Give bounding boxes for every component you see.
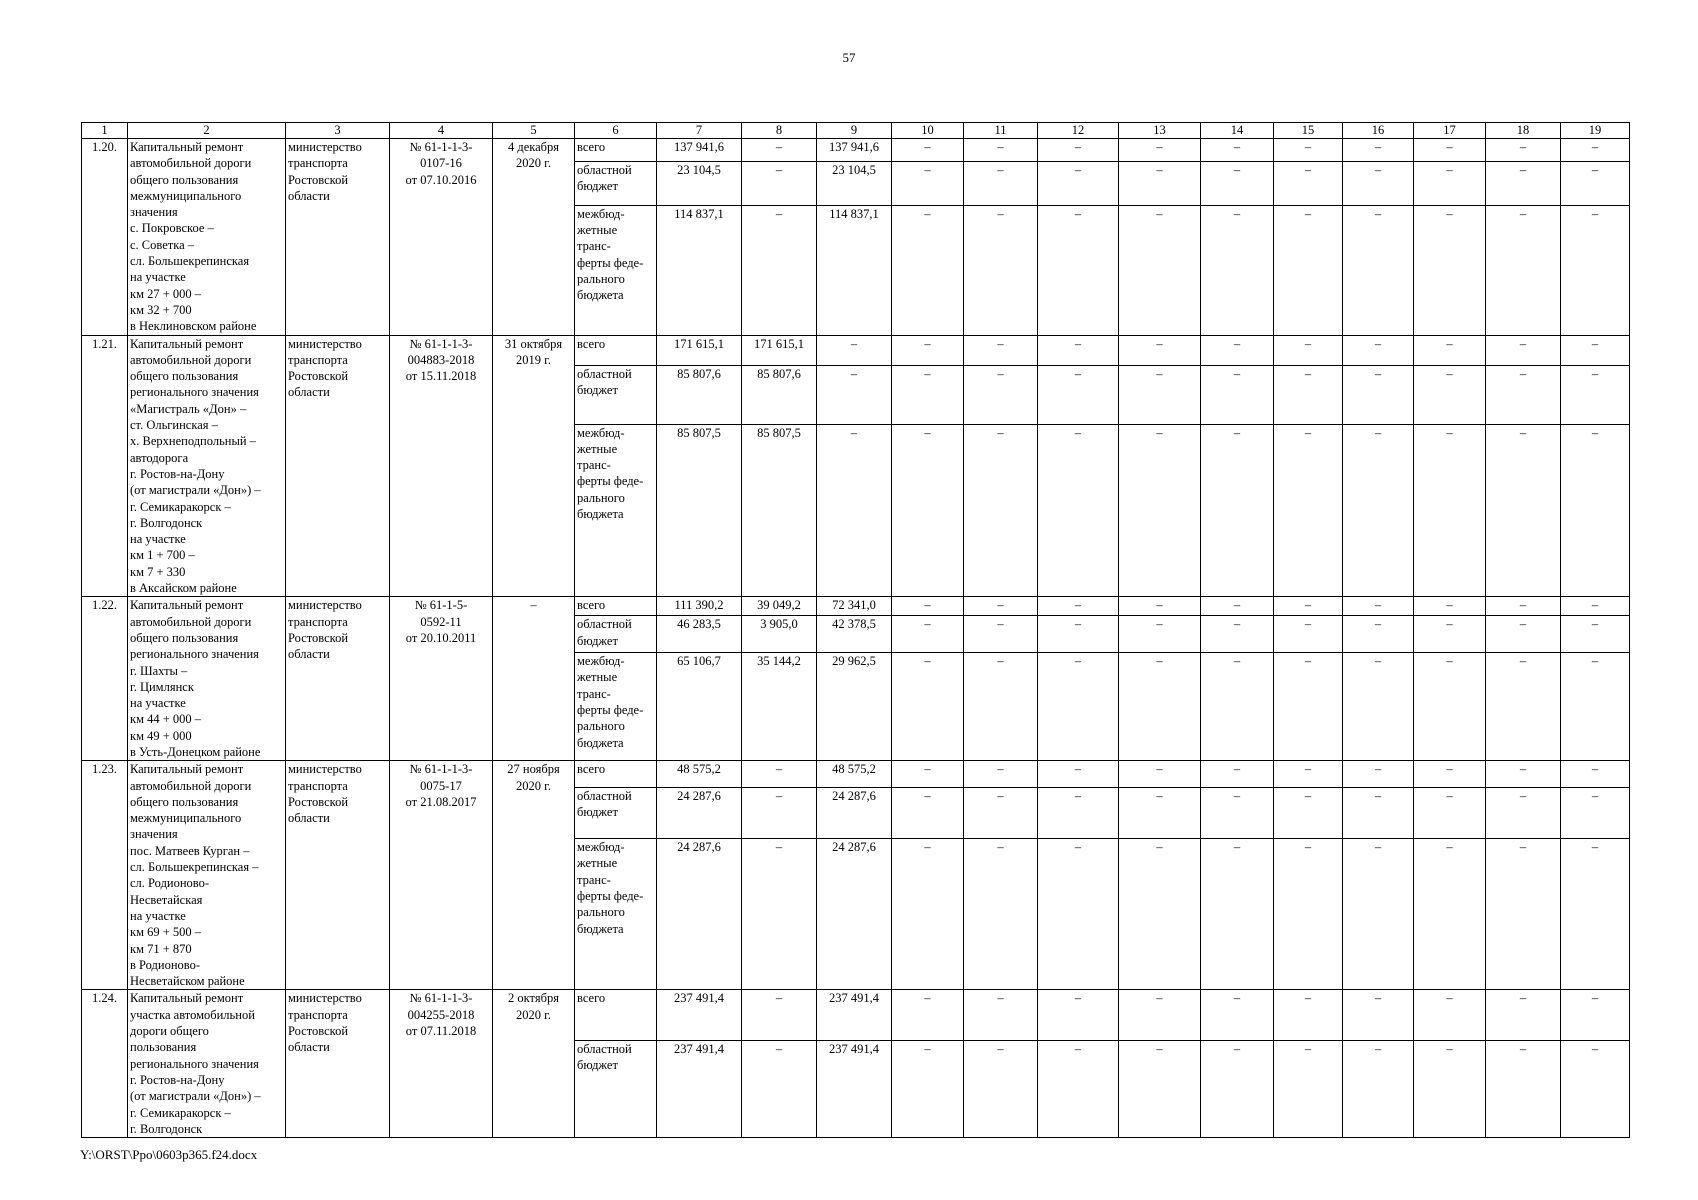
value-cell-col-15: – <box>1274 424 1343 597</box>
value-cell-col-8: 39 049,2 <box>742 597 817 616</box>
value-cell-col-10: – <box>892 161 964 205</box>
value-cell-col-9: 237 491,4 <box>817 990 892 1040</box>
column-header-5: 5 <box>493 123 575 139</box>
entry-executor: министерство транспорта Ростовской области <box>286 597 390 761</box>
value-cell-col-14: – <box>1201 839 1274 990</box>
value-cell-col-7: 137 941,6 <box>657 139 742 162</box>
value-cell-col-9: 42 378,5 <box>817 616 892 653</box>
value-cell-col-12: – <box>1038 839 1119 990</box>
funding-source: областной бюджет <box>575 161 657 205</box>
entry-date: – <box>493 597 575 761</box>
column-header-11: 11 <box>964 123 1038 139</box>
value-cell-col-7: 85 807,5 <box>657 424 742 597</box>
value-cell-col-8: – <box>742 205 817 335</box>
column-header-13: 13 <box>1119 123 1201 139</box>
value-cell-col-16: – <box>1343 597 1414 616</box>
value-cell-col-14: – <box>1201 990 1274 1040</box>
table-row <box>82 990 1630 1040</box>
column-header-19: 19 <box>1561 123 1630 139</box>
value-cell-col-7: 24 287,6 <box>657 787 742 838</box>
value-cell-col-13: – <box>1119 616 1201 653</box>
value-cell-col-16: – <box>1343 205 1414 335</box>
entry-name: Капитальный ремонт автомобильной дороги общего пользования регионального значения г. Шахты – г. Цимлянск на участке км 44 + 000 – км 49 + 000 в Усть-Донецком районе <box>128 597 286 761</box>
value-cell-col-17: – <box>1414 1040 1486 1137</box>
value-cell-col-13: – <box>1119 161 1201 205</box>
value-cell-col-10: – <box>892 1040 964 1137</box>
value-cell-col-16: – <box>1343 365 1414 424</box>
value-cell-col-7: 46 283,5 <box>657 616 742 653</box>
value-cell-col-17: – <box>1414 205 1486 335</box>
value-cell-col-11: – <box>964 139 1038 162</box>
value-cell-col-8: 171 615,1 <box>742 335 817 365</box>
value-cell-col-18: – <box>1486 787 1561 838</box>
value-cell-col-14: – <box>1201 365 1274 424</box>
value-cell-col-8: – <box>742 787 817 838</box>
value-cell-col-11: – <box>964 424 1038 597</box>
value-cell-col-15: – <box>1274 990 1343 1040</box>
value-cell-col-10: – <box>892 787 964 838</box>
value-cell-col-19: – <box>1561 365 1630 424</box>
value-cell-col-9: 23 104,5 <box>817 161 892 205</box>
value-cell-col-18: – <box>1486 839 1561 990</box>
value-cell-col-11: – <box>964 653 1038 761</box>
value-cell-col-10: – <box>892 990 964 1040</box>
value-cell-col-17: – <box>1414 787 1486 838</box>
value-cell-col-13: – <box>1119 139 1201 162</box>
value-cell-col-18: – <box>1486 139 1561 162</box>
value-cell-col-19: – <box>1561 335 1630 365</box>
value-cell-col-18: – <box>1486 1040 1561 1137</box>
funding-source: областной бюджет <box>575 787 657 838</box>
value-cell-col-14: – <box>1201 1040 1274 1137</box>
entry-document: № 61-1-1-3- 004255-2018 от 07.11.2018 <box>390 990 493 1138</box>
funding-source: всего <box>575 597 657 616</box>
value-cell-col-18: – <box>1486 365 1561 424</box>
value-cell-col-14: – <box>1201 161 1274 205</box>
value-cell-col-8: 85 807,5 <box>742 424 817 597</box>
value-cell-col-12: – <box>1038 161 1119 205</box>
value-cell-col-10: – <box>892 653 964 761</box>
value-cell-col-14: – <box>1201 616 1274 653</box>
value-cell-col-8: – <box>742 990 817 1040</box>
table-row <box>82 597 1630 616</box>
table-row <box>82 761 1630 787</box>
value-cell-col-10: – <box>892 139 964 162</box>
value-cell-col-13: – <box>1119 597 1201 616</box>
value-cell-col-15: – <box>1274 839 1343 990</box>
value-cell-col-18: – <box>1486 616 1561 653</box>
value-cell-col-17: – <box>1414 616 1486 653</box>
table-row <box>82 335 1630 365</box>
value-cell-col-12: – <box>1038 365 1119 424</box>
value-cell-col-12: – <box>1038 761 1119 787</box>
value-cell-col-19: – <box>1561 161 1630 205</box>
value-cell-col-11: – <box>964 597 1038 616</box>
value-cell-col-18: – <box>1486 761 1561 787</box>
value-cell-col-17: – <box>1414 990 1486 1040</box>
funding-source: всего <box>575 761 657 787</box>
entry-executor: министерство транспорта Ростовской области <box>286 761 390 990</box>
value-cell-col-9: – <box>817 335 892 365</box>
value-cell-col-11: – <box>964 990 1038 1040</box>
entry-date: 2 октября 2020 г. <box>493 990 575 1138</box>
value-cell-col-11: – <box>964 761 1038 787</box>
value-cell-col-7: 23 104,5 <box>657 161 742 205</box>
value-cell-col-13: – <box>1119 653 1201 761</box>
value-cell-col-19: – <box>1561 653 1630 761</box>
value-cell-col-12: – <box>1038 335 1119 365</box>
value-cell-col-18: – <box>1486 161 1561 205</box>
value-cell-col-7: 24 287,6 <box>657 839 742 990</box>
column-header-6: 6 <box>575 123 657 139</box>
value-cell-col-18: – <box>1486 653 1561 761</box>
value-cell-col-14: – <box>1201 653 1274 761</box>
value-cell-col-12: – <box>1038 653 1119 761</box>
value-cell-col-12: – <box>1038 424 1119 597</box>
column-header-7: 7 <box>657 123 742 139</box>
value-cell-col-9: 137 941,6 <box>817 139 892 162</box>
entry-date: 31 октября 2019 г. <box>493 335 575 597</box>
value-cell-col-9: – <box>817 365 892 424</box>
value-cell-col-13: – <box>1119 1040 1201 1137</box>
value-cell-col-15: – <box>1274 787 1343 838</box>
value-cell-col-7: 111 390,2 <box>657 597 742 616</box>
value-cell-col-14: – <box>1201 205 1274 335</box>
column-header-10: 10 <box>892 123 964 139</box>
value-cell-col-16: – <box>1343 616 1414 653</box>
value-cell-col-12: – <box>1038 990 1119 1040</box>
value-cell-col-18: – <box>1486 990 1561 1040</box>
entry-number: 1.22. <box>82 597 128 761</box>
value-cell-col-19: – <box>1561 761 1630 787</box>
value-cell-col-15: – <box>1274 335 1343 365</box>
value-cell-col-7: 114 837,1 <box>657 205 742 335</box>
column-header-18: 18 <box>1486 123 1561 139</box>
value-cell-col-11: – <box>964 787 1038 838</box>
value-cell-col-16: – <box>1343 161 1414 205</box>
column-header-14: 14 <box>1201 123 1274 139</box>
entry-date: 27 ноября 2020 г. <box>493 761 575 990</box>
value-cell-col-14: – <box>1201 787 1274 838</box>
value-cell-col-19: – <box>1561 1040 1630 1137</box>
value-cell-col-8: – <box>742 139 817 162</box>
value-cell-col-16: – <box>1343 139 1414 162</box>
value-cell-col-18: – <box>1486 205 1561 335</box>
value-cell-col-7: 237 491,4 <box>657 1040 742 1137</box>
value-cell-col-15: – <box>1274 761 1343 787</box>
value-cell-col-11: – <box>964 161 1038 205</box>
value-cell-col-11: – <box>964 365 1038 424</box>
value-cell-col-7: 171 615,1 <box>657 335 742 365</box>
entry-number: 1.21. <box>82 335 128 597</box>
funding-source: межбюд- жетные транс- ферты феде- рального бюджета <box>575 653 657 761</box>
entry-name: Капитальный ремонт автомобильной дороги общего пользования межмуниципального значения пос. Матвеев Курган – сл. Большекрепинская – сл. Родионово- Несветайская на участке км 69 + 500 – км 71 + 870 в Родионово- Несветайском районе <box>128 761 286 990</box>
funding-source: областной бюджет <box>575 616 657 653</box>
value-cell-col-17: – <box>1414 424 1486 597</box>
value-cell-col-14: – <box>1201 139 1274 162</box>
entry-name: Капитальный ремонт автомобильной дороги общего пользования межмуниципального значения с. Покровское – с. Советка – сл. Большекрепинская на участке км 27 + 000 – км 32 + 700 в Неклиновском районе <box>128 139 286 336</box>
value-cell-col-11: – <box>964 1040 1038 1137</box>
value-cell-col-8: – <box>742 1040 817 1137</box>
value-cell-col-9: 24 287,6 <box>817 787 892 838</box>
value-cell-col-19: – <box>1561 424 1630 597</box>
value-cell-col-15: – <box>1274 205 1343 335</box>
value-cell-col-8: 3 905,0 <box>742 616 817 653</box>
value-cell-col-18: – <box>1486 597 1561 616</box>
value-cell-col-14: – <box>1201 335 1274 365</box>
column-header-12: 12 <box>1038 123 1119 139</box>
value-cell-col-13: – <box>1119 761 1201 787</box>
value-cell-col-8: 85 807,6 <box>742 365 817 424</box>
value-cell-col-13: – <box>1119 424 1201 597</box>
column-header-16: 16 <box>1343 123 1414 139</box>
entry-number: 1.23. <box>82 761 128 990</box>
value-cell-col-19: – <box>1561 597 1630 616</box>
entry-executor: министерство транспорта Ростовской области <box>286 990 390 1138</box>
entry-document: № 61-1-1-3- 0107-16 от 07.10.2016 <box>390 139 493 336</box>
value-cell-col-10: – <box>892 597 964 616</box>
value-cell-col-19: – <box>1561 787 1630 838</box>
value-cell-col-14: – <box>1201 761 1274 787</box>
value-cell-col-11: – <box>964 205 1038 335</box>
column-number-header-row <box>82 123 1630 139</box>
value-cell-col-7: 85 807,6 <box>657 365 742 424</box>
value-cell-col-19: – <box>1561 139 1630 162</box>
value-cell-col-9: 29 962,5 <box>817 653 892 761</box>
value-cell-col-8: – <box>742 761 817 787</box>
value-cell-col-11: – <box>964 839 1038 990</box>
value-cell-col-12: – <box>1038 616 1119 653</box>
value-cell-col-11: – <box>964 335 1038 365</box>
value-cell-col-13: – <box>1119 787 1201 838</box>
value-cell-col-8: – <box>742 839 817 990</box>
value-cell-col-14: – <box>1201 597 1274 616</box>
value-cell-col-13: – <box>1119 365 1201 424</box>
value-cell-col-12: – <box>1038 597 1119 616</box>
value-cell-col-19: – <box>1561 990 1630 1040</box>
value-cell-col-15: – <box>1274 139 1343 162</box>
value-cell-col-8: 35 144,2 <box>742 653 817 761</box>
value-cell-col-15: – <box>1274 616 1343 653</box>
value-cell-col-16: – <box>1343 839 1414 990</box>
value-cell-col-19: – <box>1561 205 1630 335</box>
value-cell-col-17: – <box>1414 839 1486 990</box>
entry-executor: министерство транспорта Ростовской области <box>286 139 390 336</box>
funding-source: областной бюджет <box>575 365 657 424</box>
value-cell-col-13: – <box>1119 839 1201 990</box>
entry-document: № 61-1-1-3- 0075-17 от 21.08.2017 <box>390 761 493 990</box>
value-cell-col-17: – <box>1414 365 1486 424</box>
value-cell-col-16: – <box>1343 787 1414 838</box>
value-cell-col-10: – <box>892 335 964 365</box>
value-cell-col-9: 24 287,6 <box>817 839 892 990</box>
column-header-1: 1 <box>82 123 128 139</box>
footer-file-path: Y:\ORST\Ppo\0603p365.f24.docx <box>80 1147 258 1162</box>
value-cell-col-11: – <box>964 616 1038 653</box>
value-cell-col-7: 65 106,7 <box>657 653 742 761</box>
value-cell-col-15: – <box>1274 365 1343 424</box>
column-header-2: 2 <box>128 123 286 139</box>
value-cell-col-10: – <box>892 616 964 653</box>
funding-source: всего <box>575 990 657 1040</box>
value-cell-col-16: – <box>1343 653 1414 761</box>
value-cell-col-13: – <box>1119 335 1201 365</box>
column-header-17: 17 <box>1414 123 1486 139</box>
value-cell-col-16: – <box>1343 424 1414 597</box>
value-cell-col-14: – <box>1201 424 1274 597</box>
value-cell-col-16: – <box>1343 990 1414 1040</box>
value-cell-col-16: – <box>1343 761 1414 787</box>
value-cell-col-9: 237 491,4 <box>817 1040 892 1137</box>
column-header-9: 9 <box>817 123 892 139</box>
program-table <box>81 122 1630 1138</box>
value-cell-col-19: – <box>1561 616 1630 653</box>
value-cell-col-16: – <box>1343 335 1414 365</box>
entry-number: 1.24. <box>82 990 128 1138</box>
funding-source: межбюд- жетные транс- ферты феде- рального бюджета <box>575 205 657 335</box>
value-cell-col-12: – <box>1038 205 1119 335</box>
column-header-4: 4 <box>390 123 493 139</box>
entry-name: Капитальный ремонт автомобильной дороги общего пользования регионального значения «Магистраль «Дон» – ст. Ольгинская – х. Верхнеподпольный – автодорога г. Ростов-на-Дону (от магистрали «Дон») – г. Семикаракорск – г. Волгодонск на участке км 1 + 700 – км 7 + 330 в Аксайском районе <box>128 335 286 597</box>
value-cell-col-17: – <box>1414 761 1486 787</box>
value-cell-col-13: – <box>1119 990 1201 1040</box>
value-cell-col-17: – <box>1414 161 1486 205</box>
page-number: 57 <box>842 50 856 65</box>
entry-date: 4 декабря 2020 г. <box>493 139 575 336</box>
value-cell-col-8: – <box>742 161 817 205</box>
value-cell-col-18: – <box>1486 424 1561 597</box>
value-cell-col-12: – <box>1038 1040 1119 1137</box>
value-cell-col-12: – <box>1038 787 1119 838</box>
funding-source: всего <box>575 139 657 162</box>
entry-number: 1.20. <box>82 139 128 336</box>
value-cell-col-12: – <box>1038 139 1119 162</box>
value-cell-col-10: – <box>892 365 964 424</box>
value-cell-col-9: – <box>817 424 892 597</box>
value-cell-col-15: – <box>1274 161 1343 205</box>
value-cell-col-15: – <box>1274 653 1343 761</box>
value-cell-col-17: – <box>1414 597 1486 616</box>
value-cell-col-15: – <box>1274 597 1343 616</box>
value-cell-col-17: – <box>1414 335 1486 365</box>
value-cell-col-10: – <box>892 424 964 597</box>
funding-source: всего <box>575 335 657 365</box>
entry-document: № 61-1-1-3- 004883-2018 от 15.11.2018 <box>390 335 493 597</box>
value-cell-col-18: – <box>1486 335 1561 365</box>
value-cell-col-10: – <box>892 839 964 990</box>
funding-source: межбюд- жетные транс- ферты феде- рального бюджета <box>575 424 657 597</box>
column-header-15: 15 <box>1274 123 1343 139</box>
value-cell-col-16: – <box>1343 1040 1414 1137</box>
value-cell-col-15: – <box>1274 1040 1343 1137</box>
value-cell-col-9: 48 575,2 <box>817 761 892 787</box>
value-cell-col-10: – <box>892 761 964 787</box>
table-row <box>82 139 1630 162</box>
funding-source: межбюд- жетные транс- ферты феде- рального бюджета <box>575 839 657 990</box>
column-header-3: 3 <box>286 123 390 139</box>
value-cell-col-7: 48 575,2 <box>657 761 742 787</box>
value-cell-col-17: – <box>1414 139 1486 162</box>
value-cell-col-17: – <box>1414 653 1486 761</box>
value-cell-col-9: 114 837,1 <box>817 205 892 335</box>
entry-document: № 61-1-5- 0592-11 от 20.10.2011 <box>390 597 493 761</box>
value-cell-col-10: – <box>892 205 964 335</box>
value-cell-col-9: 72 341,0 <box>817 597 892 616</box>
entry-executor: министерство транспорта Ростовской области <box>286 335 390 597</box>
value-cell-col-13: – <box>1119 205 1201 335</box>
value-cell-col-19: – <box>1561 839 1630 990</box>
value-cell-col-7: 237 491,4 <box>657 990 742 1040</box>
entry-name: Капитальный ремонт участка автомобильной дороги общего пользования регионального значения г. Ростов-на-Дону (от магистрали «Дон») – г. Семикаракорск – г. Волгодонск <box>128 990 286 1138</box>
column-header-8: 8 <box>742 123 817 139</box>
funding-source: областной бюджет <box>575 1040 657 1137</box>
